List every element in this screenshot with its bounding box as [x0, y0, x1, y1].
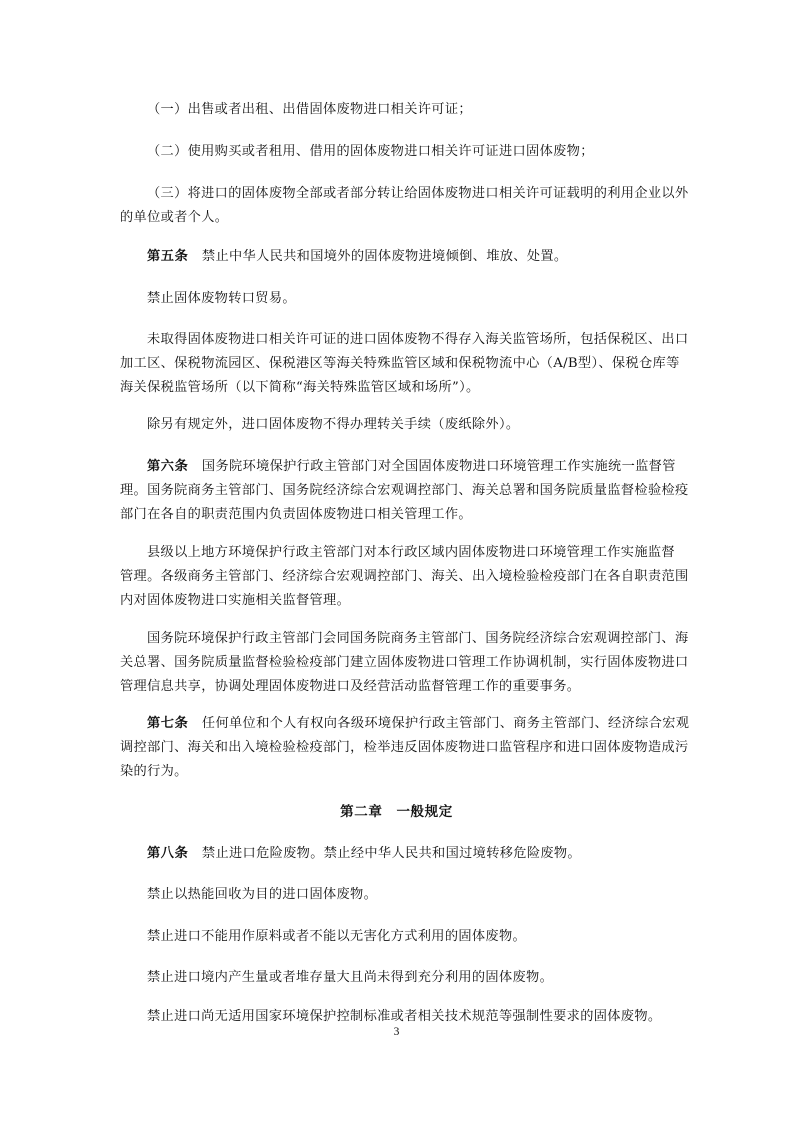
article-8: [120, 842, 676, 866]
chapter-heading: [0, 800, 793, 820]
article-text: 任何单位和个人有权向各级环境保护行政主管部门、商务主管部门、经济综合宏观: [201, 716, 690, 731]
text-line: 海关保税监管场所（以下简称“海关特殊监管区域和场所”）。: [120, 380, 480, 395]
text-line: 内对固体废物进口实施相关监督管理。: [120, 593, 351, 608]
text-line: 禁止以热能回收为目的进口固体废物。: [147, 887, 378, 902]
text-line: 禁止固体废物转口贸易。: [147, 291, 296, 306]
article-text: 禁止中华人民共和国境外的固体废物进境倾倒、堆放、处置。: [201, 249, 568, 264]
text-line: 部门在各自的职责范围内负责固体废物进口相关管理工作。: [120, 507, 472, 522]
paragraph: [120, 287, 676, 311]
text-line: 禁止进口不能用作原料或者不能以无害化方式利用的固体废物。: [147, 929, 527, 944]
text-line: [120, 842, 676, 866]
page-number: 3: [393, 1026, 400, 1038]
paragraph: [120, 541, 689, 613]
paragraph-item-1: [120, 98, 676, 122]
text-line: 的单位或者个人。: [120, 210, 229, 225]
text-line: [120, 455, 676, 479]
text-line: （三）将进口的固体废物全部或者部分转让给固体废物进口相关许可证载明的利用企业以外: [147, 186, 689, 201]
article-text: 禁止进口危险废物。禁止经中华人民共和国过境转移危险废物。: [201, 846, 581, 861]
article-5: [120, 245, 676, 269]
text-line: 加工区、保税物流园区、保税港区等海关特殊监管区域和保税物流中心（A/B型）、保税仓库等: [120, 356, 680, 371]
paragraph-item-3: [120, 182, 689, 230]
text-line: 调控部门、海关和出入境检验检疫部门，检举违反固体废物进口监管程序和进口固体废物造成污: [120, 740, 689, 755]
paragraph: [120, 413, 676, 437]
paragraph: [120, 328, 689, 400]
paragraph-item-2: [120, 140, 676, 164]
article-6: [120, 455, 689, 527]
article-label: 第六条: [147, 459, 189, 474]
text-line: 染的行为。: [120, 764, 188, 779]
article-label: 第七条: [147, 716, 189, 731]
paragraph: [120, 966, 676, 990]
text-line: 管理信息共享，协调处理固体废物进口及经营活动监督管理工作的重要事务。: [120, 679, 581, 694]
text-line: 除另有规定外，进口固体废物不得办理转关手续（废纸除外）。: [147, 417, 520, 432]
text-line: 管理。各级商务主管部门、经济综合宏观调控部门、海关、出入境检验检疫部门在各自职责范围: [120, 569, 689, 584]
text-line: [120, 245, 676, 269]
text-line: 理。国务院商务主管部门、国务院经济综合宏观调控部门、海关总署和国务院质量监督检验检疫: [120, 483, 689, 498]
text-line: 国务院环境保护行政主管部门会同国务院商务主管部门、国务院经济综合宏观调控部门、海: [147, 631, 689, 646]
text-line: 禁止进口尚无适用国家环境保护控制标准或者相关技术规范等强制性要求的固体废物。: [147, 1009, 662, 1024]
paragraph: [120, 925, 676, 949]
paragraph: [120, 627, 689, 699]
paragraph: [120, 883, 676, 907]
article-text: 国务院环境保护行政主管部门对全国固体废物进口环境管理工作实施统一监督管: [201, 459, 676, 474]
chapter-title: 一般规定: [396, 804, 453, 820]
text-line: 禁止进口境内产生量或者堆存量大且尚未得到充分利用的固体废物。: [147, 970, 554, 985]
article-label: 第八条: [147, 846, 189, 861]
article-7: [120, 712, 690, 784]
text-line: （一）出售或者出租、出借固体废物进口相关许可证；: [147, 102, 472, 117]
text-line: 县级以上地方环境保护行政主管部门对本行政区域内固体废物进口环境管理工作实施监督: [147, 545, 675, 560]
article-label: 第五条: [147, 249, 189, 264]
text-line: 未取得固体废物进口相关许可证的进口固体废物不得存入海关监管场所，包括保税区、出口: [147, 332, 689, 347]
chapter-number: 第二章: [340, 804, 383, 820]
text-line: [120, 712, 690, 736]
text-line: 关总署、国务院质量监督检验检疫部门建立固体废物进口管理工作协调机制，实行固体废物进口: [120, 655, 689, 670]
text-line: （二）使用购买或者租用、借用的固体废物进口相关许可证进口固体废物；: [147, 144, 594, 159]
